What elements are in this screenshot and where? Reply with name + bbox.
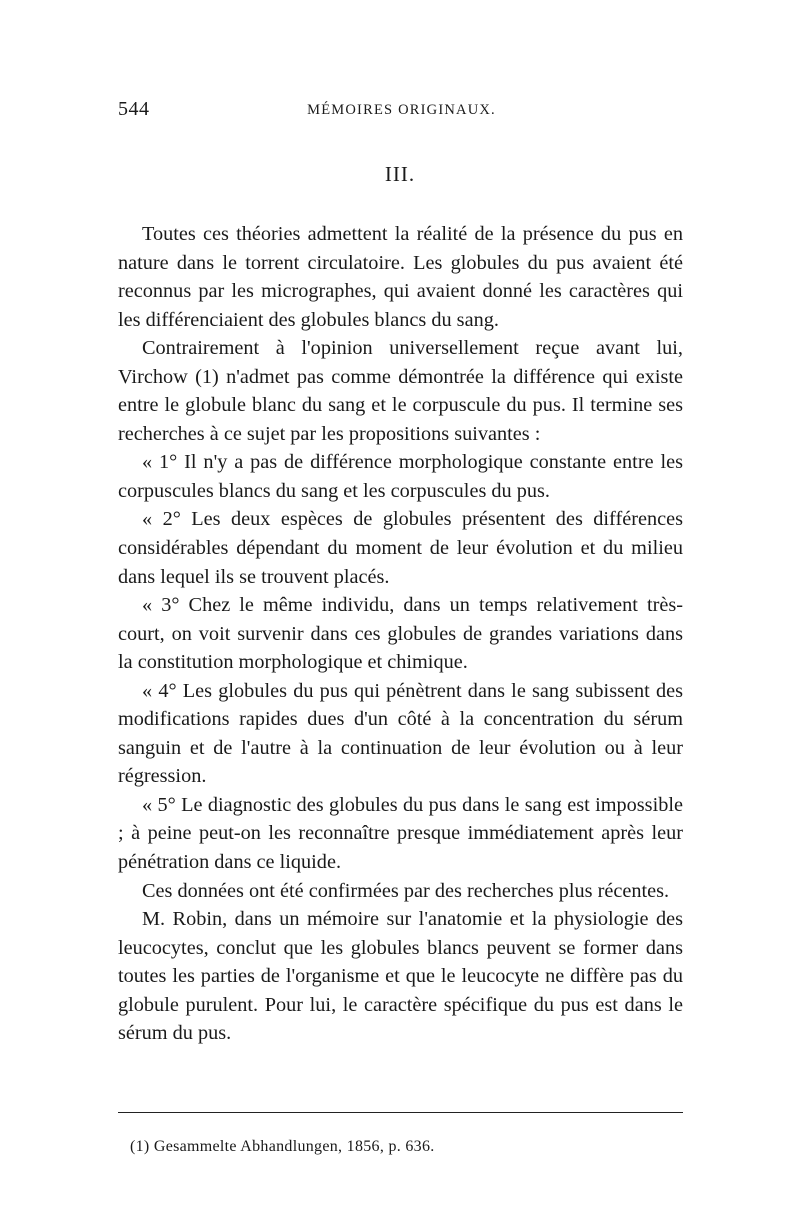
paragraph: « 5° Le diagnostic des globules du pus dans le sang est impossible ; à peine peut-on les reconnaître presque immédiatement après leur pénétration dans ce liquide. bbox=[118, 793, 683, 874]
running-title: MÉMOIRES ORIGINAUX. bbox=[307, 102, 496, 118]
paragraph: Contrairement à l'opinion universellement reçue avant lui, Virchow (1) n'admet pas comme démontrée la différence qui existe entre le globule blanc du sang et le corpuscule du pus. Il termine ses recherches à ce sujet par les propositions suivantes : bbox=[118, 337, 683, 445]
paragraph: Toutes ces théories admettent la réalité de la présence du pus en nature dans le torrent circulatoire. Les globules du pus avaient été reconnus par les micrographes, qui avaient donné les caractères qui les différenciaient des globules blancs du sang. bbox=[118, 223, 683, 331]
footnote: (1) Gesammelte Abhandlungen, 1856, p. 636. bbox=[130, 1138, 435, 1155]
paragraph: Ces données ont été confirmées par des recherches plus récentes. bbox=[142, 879, 670, 902]
paragraph: « 3° Chez le même individu, dans un temps relativement très-court, on voit survenir dans ces globules de grandes variations dans la constitution morphologique et chimique. bbox=[118, 594, 683, 674]
page-number: 544 bbox=[118, 98, 150, 120]
section-heading: III. bbox=[384, 162, 416, 186]
paragraph: « 4° Les globules du pus qui pénètrent dans le sang subissent des modifications rapides dues d'un côté à la concentration du sérum sanguin et de l'autre à la continuation de leur évolution ou à leur régression. bbox=[118, 679, 683, 788]
paragraph: « 1° Il n'y a pas de différence morphologique constante entre les corpuscules blancs du sang et les corpuscules du pus. bbox=[118, 451, 683, 502]
footnote-rule bbox=[118, 1112, 683, 1113]
page-header bbox=[118, 98, 685, 128]
body-text bbox=[118, 220, 683, 1048]
paragraph: M. Robin, dans un mémoire sur l'anatomie et la physiologie des leucocytes, conclut que les globules blancs peuvent se former dans toutes les parties de l'organisme et que le leucocyte ne diffère pas du globule purulent. Pour lui, le caractère spécifique du pus est dans le sérum du pus. bbox=[118, 908, 683, 1045]
paragraph: « 2° Les deux espèces de globules présentent des différences considérables dépendant du moment de leur évolution et du milieu dans lequel ils se trouvent placés. bbox=[118, 508, 683, 588]
